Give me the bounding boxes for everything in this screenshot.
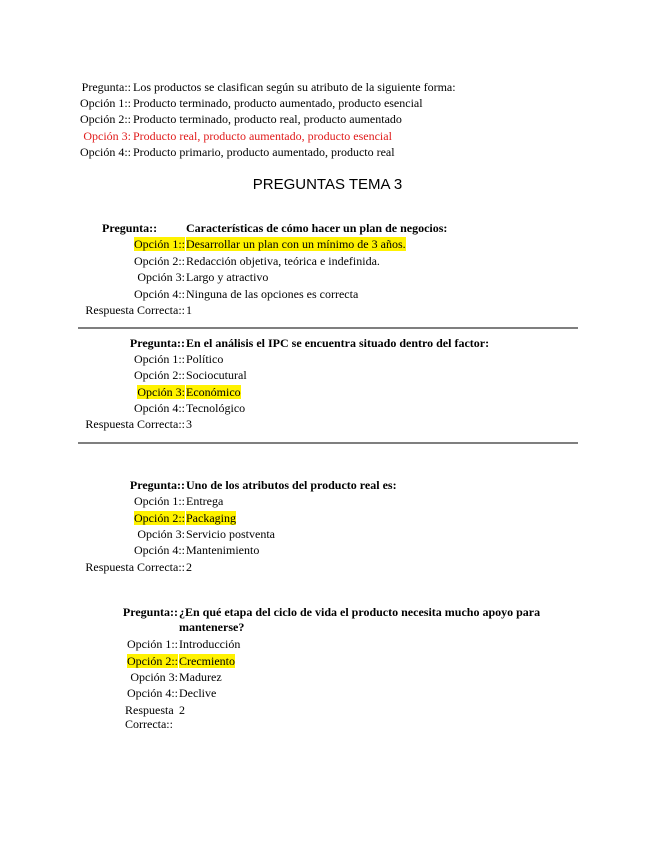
option-label: Opción 2:: [134, 254, 185, 268]
answer-label: Respuesta Correcta:: [85, 560, 185, 574]
divider [78, 442, 578, 444]
option-text-correct: Crecmiento [179, 654, 235, 668]
pregunta-text: Los productos se clasifican según su atributo de la siguiente forma: [133, 80, 456, 94]
option-label-correct: Opción 2:: [134, 511, 185, 525]
pregunta-text-line2: mantenerse? [179, 620, 245, 634]
option-label: Opción 1:: [134, 352, 185, 366]
option-label-correct: Opción 3: [83, 129, 131, 143]
option-text: Tecnológico [186, 401, 246, 415]
option-text-correct: Producto real, producto aumentado, producto esencial [133, 129, 392, 143]
option-label: Opción 4:: [127, 686, 178, 700]
answer-label-line2: Correcta:: [125, 717, 173, 731]
option-label-correct: Opción 3: [137, 385, 185, 399]
option-label: Opción 1:: [134, 494, 185, 508]
option-label: Opción 2:: [80, 112, 131, 126]
option-label: Opción 4:: [134, 287, 185, 301]
option-text: Político [186, 352, 224, 366]
option-text: Redacción objetiva, teórica e indefinida. [186, 254, 380, 268]
pregunta-label: Pregunta:: [129, 478, 185, 492]
pregunta-label: Pregunta:: [81, 80, 131, 94]
pregunta-label: Pregunta:: [129, 336, 185, 350]
answer-value: 1 [186, 303, 192, 317]
pregunta-text: En el análisis el IPC se encuentra situado dentro del factor: [186, 336, 490, 350]
option-label: Opción 3: [137, 270, 185, 284]
answer-value: 2 [186, 560, 192, 574]
option-text: Introducción [179, 637, 241, 651]
option-label-correct: Opción 1:: [134, 237, 185, 251]
option-label-correct: Opción 2:: [127, 654, 178, 668]
pregunta-label: Pregunta:: [122, 605, 178, 619]
option-text: Declive [179, 686, 217, 700]
pregunta-text: Características de cómo hacer un plan de negocios: [186, 221, 448, 235]
answer-value: 2 [179, 703, 185, 717]
option-text: Largo y atractivo [186, 270, 269, 284]
option-label: Opción 2:: [134, 368, 185, 382]
answer-label: Respuesta Correcta:: [85, 303, 185, 317]
option-label: Opción 1:: [127, 637, 178, 651]
option-text: Producto terminado, producto aumentado, producto esencial [133, 96, 423, 110]
option-text: Servicio postventa [186, 527, 275, 541]
option-label: Opción 3: [130, 670, 178, 684]
option-text: Ninguna de las opciones es correcta [186, 287, 359, 301]
pregunta-label: Pregunta:: [102, 221, 158, 235]
option-label: Opción 1:: [80, 96, 131, 110]
option-text: Madurez [179, 670, 222, 684]
option-text: Entrega [186, 494, 224, 508]
option-label: Opción 4:: [134, 401, 185, 415]
option-text-correct: Económico [186, 385, 241, 399]
pregunta-text-line1: ¿En qué etapa del ciclo de vida el producto necesita mucho apoyo para [179, 605, 541, 619]
option-label: Opción 4:: [134, 543, 185, 557]
option-text: Sociocutural [186, 368, 247, 382]
option-label: Opción 3: [137, 527, 185, 541]
option-text-correct: Packaging [186, 511, 236, 525]
divider [78, 327, 578, 329]
pregunta-text: Uno de los atributos del producto real es: [186, 478, 397, 492]
option-text: Producto primario, producto aumentado, producto real [133, 145, 395, 159]
answer-label: Respuesta Correcta:: [85, 417, 185, 431]
option-text: Producto terminado, producto real, producto aumentado [133, 112, 402, 126]
answer-label-line1: Respuesta [125, 703, 174, 717]
section-title: PREGUNTAS TEMA 3 [252, 176, 403, 193]
answer-value: 3 [186, 417, 192, 431]
option-text: Mantenimiento [186, 543, 260, 557]
option-text-correct: Desarrollar un plan con un mínimo de 3 años. [186, 237, 406, 251]
option-label: Opción 4:: [80, 145, 131, 159]
